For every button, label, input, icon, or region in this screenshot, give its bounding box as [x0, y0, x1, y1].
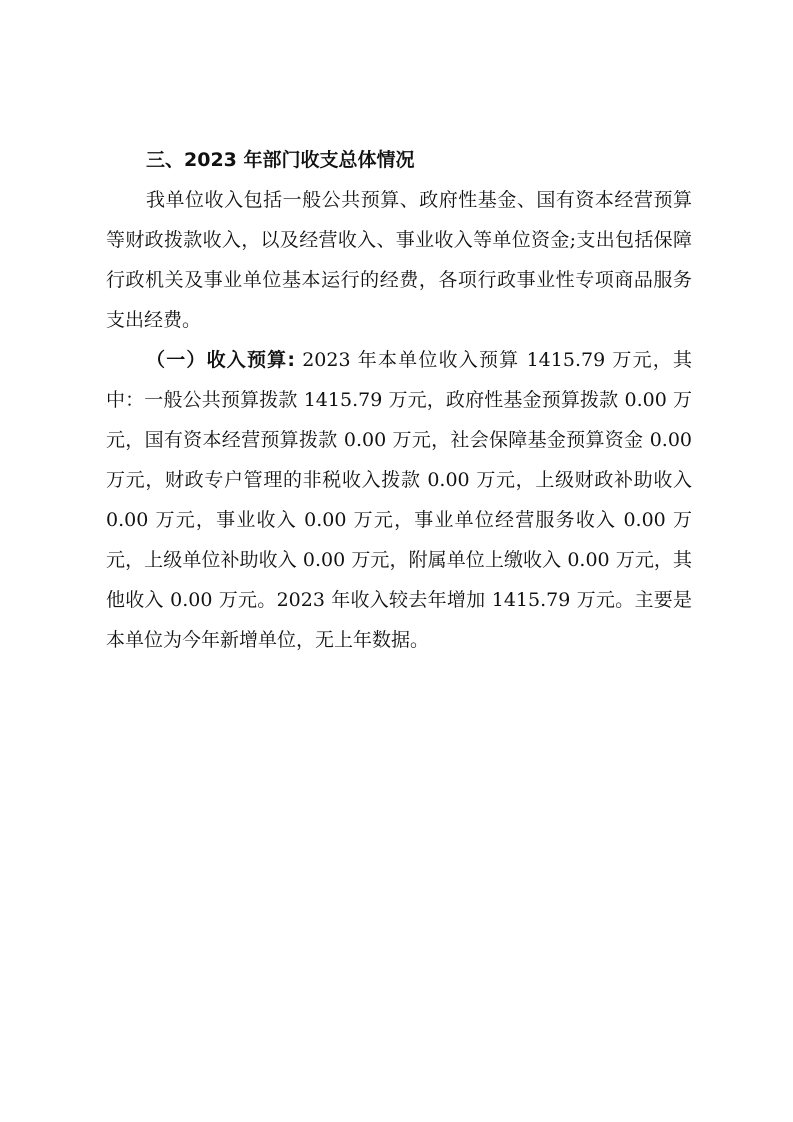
document-body — [106, 140, 692, 660]
section-heading: 三、2023 年部门收支总体情况 — [146, 149, 415, 171]
income-budget-text: 2023 年本单位收入预算 1415.79 万元，其中：一般公共预算拨款 1415.79 万元，政府性基金预算拨款 0.00 万元，国有资本经营预算拨款 0.00 万元，社会保障基金预算资金 0.00 万元，财政专户管理的非税收入拨款 0.00 万元，上级财政补助收入 0.00 万元，事业收入 0.00 万元，事业单位经营服务收入 0.00 万元，上级单位补助收入 0.00 万元，附属单位上缴收入 0.00 万元，其他收入 0.00 万元。2023 年收入较去年增加 1415.79 万元。主要是本单位为今年新增单位，无上年数据。 — [106, 349, 692, 651]
intro-paragraph: 我单位收入包括一般公共预算、政府性基金、国有资本经营预算等财政拨款收入，以及经营收入、事业收入等单位资金;支出包括保障行政机关及事业单位基本运行的经费，各项行政事业性专项商品服务支出经费。 — [106, 189, 692, 331]
income-budget-lead: （一）收入预算: — [146, 349, 295, 371]
income-budget-paragraph — [106, 340, 692, 660]
